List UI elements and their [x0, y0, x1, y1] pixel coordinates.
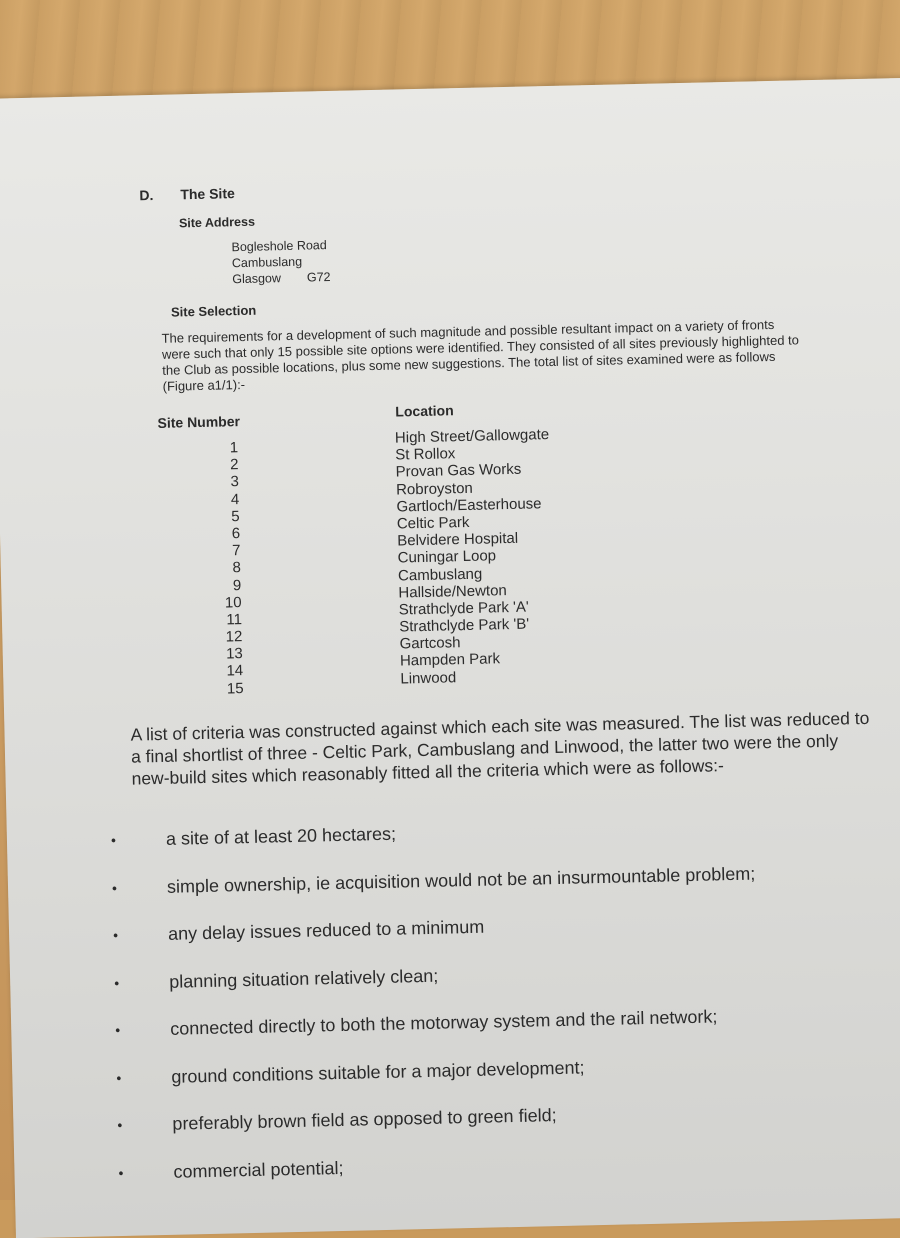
address-line: Bogleshole Road	[231, 238, 327, 255]
site-number: 15	[226, 679, 244, 698]
bullet-icon: •	[116, 1069, 122, 1086]
site-location: Strathclyde Park 'A'	[398, 598, 529, 619]
address-postcode: G72	[306, 269, 331, 285]
section-letter: D.	[139, 186, 154, 204]
criteria-intro-paragraph: A list of criteria was constructed against which each site was measured. The list was reduced to a final shortlist of three - Celtic Park, Cambuslang and Linwood, the latter two were the only new-build sites which reasonably fitted all the criteria which were as follows:-	[130, 707, 870, 789]
criteria-item	[114, 965, 439, 1020]
criteria-item	[110, 823, 397, 877]
site-selection-paragraph: The requirements for a development of such magnitude and possible resultant impact on a variety of fronts were such that only 15 possible site options were identified. They consisted of all sites previously highlighted to the Club as possible locations, plus some new suggestions. The total list of sites examined were as follows (Figure a1/1):-	[161, 316, 800, 394]
criteria-text: ground conditions suitable for a major development;	[171, 1056, 585, 1087]
site-number: 1	[229, 439, 239, 457]
criteria-text: any delay issues reduced to a minimum	[167, 916, 485, 944]
site-number: 4	[230, 490, 240, 508]
criteria-text: simple ownership, ie acquisition would not be an insurmountable problem;	[166, 863, 756, 897]
criteria-text: preferably brown field as opposed to green field;	[172, 1105, 557, 1134]
site-location: Hallside/Newton	[398, 581, 507, 602]
site-location: St Rollox	[395, 445, 456, 464]
site-number-list	[158, 439, 244, 699]
site-location: High Street/Gallowgate	[394, 426, 550, 447]
site-address-heading: Site Address	[178, 214, 256, 231]
site-number: 2	[229, 456, 239, 474]
site-location: Strathclyde Park 'B'	[399, 615, 530, 636]
criteria-list	[110, 823, 756, 1210]
site-location: Celtic Park	[396, 513, 470, 533]
site-selection-heading: Site Selection	[170, 302, 257, 320]
bullet-icon: •	[114, 974, 120, 991]
site-number: 5	[231, 507, 240, 526]
bullet-icon: •	[111, 879, 118, 896]
site-location: Robroyston	[395, 479, 473, 499]
site-location: Hampden Park	[399, 650, 501, 670]
site-number: 9	[232, 576, 242, 594]
site-location: Gartcosh	[399, 634, 461, 653]
bullet-icon: •	[117, 1116, 123, 1134]
criteria-item	[117, 1105, 557, 1162]
criteria-item	[118, 1157, 344, 1210]
site-location: Cuningar Loop	[397, 547, 497, 567]
site-number: 7	[231, 542, 241, 560]
criteria-text: connected directly to both the motorway system and the rail network;	[170, 1006, 718, 1039]
site-location: Provan Gas Works	[395, 461, 522, 481]
bullet-icon: •	[110, 832, 117, 849]
location-list	[395, 426, 555, 687]
criteria-text: planning situation relatively clean;	[168, 965, 439, 992]
site-location: Linwood	[400, 668, 457, 688]
criteria-item	[115, 1006, 718, 1067]
address-city-line	[232, 269, 331, 287]
site-number: 10	[224, 593, 242, 612]
site-number-column-header: Site Number	[157, 413, 241, 431]
location-column-header: Location	[395, 402, 454, 420]
bullet-icon: •	[112, 926, 119, 944]
criteria-text: commercial potential;	[173, 1157, 344, 1182]
section-title: The Site	[180, 185, 235, 203]
site-number: 8	[232, 559, 242, 577]
bullet-icon: •	[118, 1164, 124, 1181]
criteria-item	[112, 916, 485, 972]
site-address-block	[231, 237, 330, 287]
site-number: 3	[230, 473, 240, 491]
bullet-icon: •	[115, 1021, 121, 1039]
criteria-item	[116, 1056, 585, 1115]
site-number: 13	[225, 645, 243, 663]
site-location: Cambuslang	[397, 565, 483, 585]
document-page	[0, 77, 900, 1238]
criteria-text: a site of at least 20 hectares;	[165, 823, 397, 849]
site-location: Gartloch/Easterhouse	[396, 495, 542, 516]
address-line: Cambuslang	[231, 254, 303, 271]
site-number: 6	[231, 525, 241, 543]
address-city: Glasgow	[232, 271, 282, 287]
site-location: Belvidere Hospital	[397, 529, 519, 550]
site-number: 14	[226, 662, 244, 680]
criteria-item	[111, 863, 756, 925]
site-number: 11	[226, 610, 243, 629]
site-number: 12	[225, 628, 243, 646]
